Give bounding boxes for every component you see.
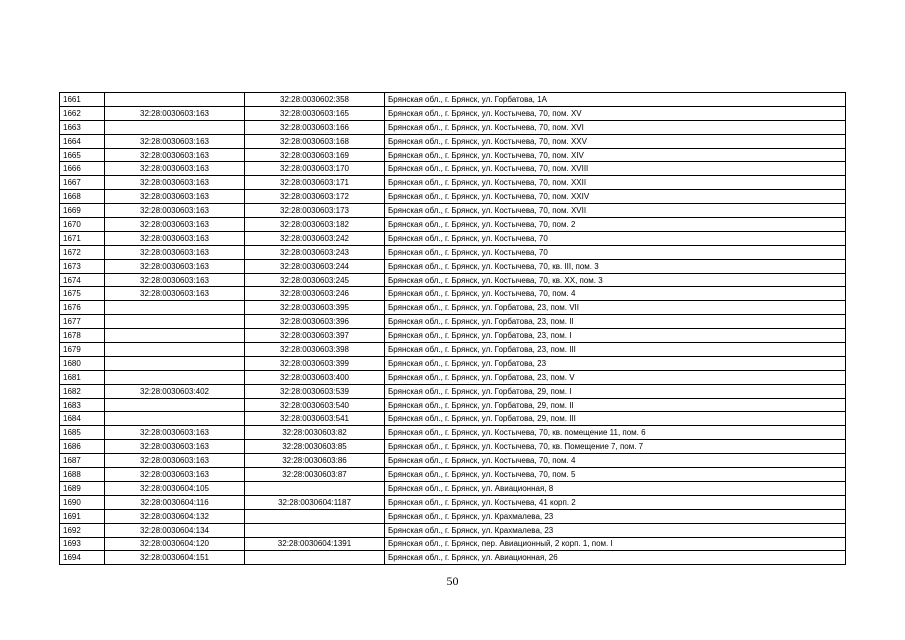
table-row xyxy=(60,468,846,482)
address-cell: Брянская обл., г. Брянск, ул. Горбатова, 29, пом. II xyxy=(385,398,846,412)
table-row xyxy=(60,245,846,259)
address-cell: Брянская обл., г. Брянск, ул. Костычева, 70, пом. XIV xyxy=(385,148,846,162)
table-row xyxy=(60,218,846,232)
row-number-cell: 1669 xyxy=(60,204,105,218)
cadastral-number-cell: 32:28:0030603:82 xyxy=(245,426,385,440)
address-cell: Брянская обл., г. Брянск, ул. Костычева, 70, кв. Помещение 7, пом. 7 xyxy=(385,440,846,454)
table-row xyxy=(60,259,846,273)
cadastral-number-cell: 32:28:0030603:168 xyxy=(245,134,385,148)
address-cell: Брянская обл., г. Брянск, ул. Горбатова, 23, пом. VII xyxy=(385,301,846,315)
cadastral-number-cell: 32:28:0030603:86 xyxy=(245,454,385,468)
table-row xyxy=(60,343,846,357)
address-cell: Брянская обл., г. Брянск, ул. Горбатова, 23, пом. III xyxy=(385,343,846,357)
table-row xyxy=(60,273,846,287)
parent-cadastral-cell: 32:28:0030603:163 xyxy=(105,134,245,148)
table-row xyxy=(60,190,846,204)
table-row xyxy=(60,384,846,398)
cadastral-number-cell: 32:28:0030603:395 xyxy=(245,301,385,315)
table-row xyxy=(60,537,846,551)
row-number-cell: 1688 xyxy=(60,468,105,482)
parent-cadastral-cell: 32:28:0030604:116 xyxy=(105,495,245,509)
cadastral-number-cell: 32:28:0030603:166 xyxy=(245,120,385,134)
address-cell: Брянская обл., г. Брянск, ул. Горбатова, 29, пом. I xyxy=(385,384,846,398)
address-cell: Брянская обл., г. Брянск, ул. Крахмалева, 23 xyxy=(385,523,846,537)
address-cell: Брянская обл., г. Брянск, ул. Костычева, 70, пом. 5 xyxy=(385,468,846,482)
cadastral-number-cell: 32:28:0030603:170 xyxy=(245,162,385,176)
row-number-cell: 1678 xyxy=(60,329,105,343)
row-number-cell: 1676 xyxy=(60,301,105,315)
address-cell: Брянская обл., г. Брянск, ул. Костычева, 70, пом. XXIV xyxy=(385,190,846,204)
cadastral-number-cell xyxy=(245,523,385,537)
row-number-cell: 1679 xyxy=(60,343,105,357)
table-row xyxy=(60,93,846,107)
parent-cadastral-cell: 32:28:0030603:163 xyxy=(105,259,245,273)
table-row xyxy=(60,287,846,301)
table-row xyxy=(60,120,846,134)
cadastral-number-cell xyxy=(245,481,385,495)
parent-cadastral-cell: 32:28:0030604:132 xyxy=(105,509,245,523)
table-row xyxy=(60,426,846,440)
cadastral-number-cell: 32:28:0030603:539 xyxy=(245,384,385,398)
cadastral-number-cell: 32:28:0030603:396 xyxy=(245,315,385,329)
table-row xyxy=(60,398,846,412)
address-cell: Брянская обл., г. Брянск, ул. Горбатова, 23, пом. I xyxy=(385,329,846,343)
table-row xyxy=(60,176,846,190)
address-cell: Брянская обл., г. Брянск, ул. Костычева, 70, пом. 2 xyxy=(385,218,846,232)
address-cell: Брянская обл., г. Брянск, ул. Крахмалева, 23 xyxy=(385,509,846,523)
table-row xyxy=(60,454,846,468)
row-number-cell: 1673 xyxy=(60,259,105,273)
row-number-cell: 1677 xyxy=(60,315,105,329)
parent-cadastral-cell: 32:28:0030603:163 xyxy=(105,287,245,301)
cadastral-number-cell: 32:28:0030603:169 xyxy=(245,148,385,162)
address-cell: Брянская обл., г. Брянск, ул. Горбатова, 1А xyxy=(385,93,846,107)
parent-cadastral-cell: 32:28:0030603:163 xyxy=(105,468,245,482)
parent-cadastral-cell xyxy=(105,120,245,134)
parent-cadastral-cell xyxy=(105,398,245,412)
page-number: 50 xyxy=(446,574,459,588)
table-row xyxy=(60,495,846,509)
registry-table xyxy=(59,92,846,565)
parent-cadastral-cell: 32:28:0030603:163 xyxy=(105,162,245,176)
address-cell: Брянская обл., г. Брянск, ул. Горбатова, 23, пом. II xyxy=(385,315,846,329)
row-number-cell: 1691 xyxy=(60,509,105,523)
parent-cadastral-cell xyxy=(105,93,245,107)
parent-cadastral-cell xyxy=(105,343,245,357)
parent-cadastral-cell: 32:28:0030603:163 xyxy=(105,204,245,218)
registry-table-body xyxy=(60,93,846,565)
parent-cadastral-cell: 32:28:0030603:163 xyxy=(105,245,245,259)
parent-cadastral-cell: 32:28:0030604:134 xyxy=(105,523,245,537)
row-number-cell: 1687 xyxy=(60,454,105,468)
row-number-cell: 1693 xyxy=(60,537,105,551)
address-cell: Брянская обл., г. Брянск, ул. Костычева, 70, пом. 4 xyxy=(385,287,846,301)
parent-cadastral-cell: 32:28:0030603:163 xyxy=(105,176,245,190)
table-row xyxy=(60,106,846,120)
parent-cadastral-cell: 32:28:0030604:105 xyxy=(105,481,245,495)
cadastral-number-cell: 32:28:0030603:87 xyxy=(245,468,385,482)
row-number-cell: 1661 xyxy=(60,93,105,107)
address-cell: Брянская обл., г. Брянск, ул. Авиационная, 26 xyxy=(385,551,846,565)
row-number-cell: 1664 xyxy=(60,134,105,148)
cadastral-number-cell: 32:28:0030603:243 xyxy=(245,245,385,259)
table-row xyxy=(60,204,846,218)
parent-cadastral-cell: 32:28:0030604:120 xyxy=(105,537,245,551)
cadastral-number-cell: 32:28:0030603:165 xyxy=(245,106,385,120)
parent-cadastral-cell xyxy=(105,329,245,343)
address-cell: Брянская обл., г. Брянск, ул. Костычева, 70, пом. XVII xyxy=(385,204,846,218)
cadastral-number-cell xyxy=(245,509,385,523)
row-number-cell: 1686 xyxy=(60,440,105,454)
parent-cadastral-cell: 32:28:0030603:163 xyxy=(105,106,245,120)
row-number-cell: 1690 xyxy=(60,495,105,509)
row-number-cell: 1665 xyxy=(60,148,105,162)
cadastral-number-cell: 32:28:0030603:400 xyxy=(245,370,385,384)
table-row xyxy=(60,148,846,162)
address-cell: Брянская обл., г. Брянск, ул. Костычева, 70, пом. 4 xyxy=(385,454,846,468)
table-row xyxy=(60,134,846,148)
address-cell: Брянская обл., г. Брянск, ул. Горбатова, 23, пом. V xyxy=(385,370,846,384)
cadastral-number-cell: 32:28:0030604:1391 xyxy=(245,537,385,551)
parent-cadastral-cell xyxy=(105,356,245,370)
cadastral-number-cell: 32:28:0030603:172 xyxy=(245,190,385,204)
table-row xyxy=(60,523,846,537)
cadastral-number-cell: 32:28:0030603:540 xyxy=(245,398,385,412)
row-number-cell: 1671 xyxy=(60,231,105,245)
table-row xyxy=(60,370,846,384)
cadastral-number-cell: 32:28:0030603:399 xyxy=(245,356,385,370)
cadastral-number-cell: 32:28:0030603:85 xyxy=(245,440,385,454)
address-cell: Брянская обл., г. Брянск, ул. Горбатова, 29, пом. III xyxy=(385,412,846,426)
row-number-cell: 1668 xyxy=(60,190,105,204)
table-row xyxy=(60,356,846,370)
parent-cadastral-cell: 32:28:0030603:163 xyxy=(105,231,245,245)
address-cell: Брянская обл., г. Брянск, ул. Костычева, 41 корп. 2 xyxy=(385,495,846,509)
cadastral-number-cell: 32:28:0030603:182 xyxy=(245,218,385,232)
parent-cadastral-cell: 32:28:0030603:163 xyxy=(105,440,245,454)
address-cell: Брянская обл., г. Брянск, ул. Костычева, 70 xyxy=(385,245,846,259)
row-number-cell: 1674 xyxy=(60,273,105,287)
table-row xyxy=(60,301,846,315)
address-cell: Брянская обл., г. Брянск, ул. Костычева, 70, пом. XVIII xyxy=(385,162,846,176)
table-row xyxy=(60,481,846,495)
row-number-cell: 1689 xyxy=(60,481,105,495)
parent-cadastral-cell xyxy=(105,315,245,329)
row-number-cell: 1662 xyxy=(60,106,105,120)
row-number-cell: 1680 xyxy=(60,356,105,370)
address-cell: Брянская обл., г. Брянск, ул. Костычева, 70, пом. XXV xyxy=(385,134,846,148)
row-number-cell: 1682 xyxy=(60,384,105,398)
table-row xyxy=(60,509,846,523)
cadastral-number-cell: 32:28:0030603:246 xyxy=(245,287,385,301)
address-cell: Брянская обл., г. Брянск, ул. Костычева, 70, пом. XXII xyxy=(385,176,846,190)
cadastral-number-cell: 32:28:0030603:245 xyxy=(245,273,385,287)
cadastral-number-cell: 32:28:0030604:1187 xyxy=(245,495,385,509)
address-cell: Брянская обл., г. Брянск, ул. Костычева, 70, кв. III, пом. 3 xyxy=(385,259,846,273)
table-row xyxy=(60,329,846,343)
cadastral-number-cell: 32:28:0030603:242 xyxy=(245,231,385,245)
parent-cadastral-cell xyxy=(105,301,245,315)
cadastral-number-cell: 32:28:0030602:358 xyxy=(245,93,385,107)
table-row xyxy=(60,412,846,426)
row-number-cell: 1663 xyxy=(60,120,105,134)
row-number-cell: 1670 xyxy=(60,218,105,232)
parent-cadastral-cell: 32:28:0030603:402 xyxy=(105,384,245,398)
cadastral-number-cell: 32:28:0030603:173 xyxy=(245,204,385,218)
parent-cadastral-cell: 32:28:0030604:151 xyxy=(105,551,245,565)
table-row xyxy=(60,315,846,329)
cadastral-number-cell: 32:28:0030603:398 xyxy=(245,343,385,357)
parent-cadastral-cell: 32:28:0030603:163 xyxy=(105,454,245,468)
address-cell: Брянская обл., г. Брянск, ул. Костычева, 70, пом. XV xyxy=(385,106,846,120)
row-number-cell: 1692 xyxy=(60,523,105,537)
address-cell: Брянская обл., г. Брянск, ул. Горбатова, 23 xyxy=(385,356,846,370)
parent-cadastral-cell: 32:28:0030603:163 xyxy=(105,190,245,204)
cadastral-number-cell: 32:28:0030603:397 xyxy=(245,329,385,343)
row-number-cell: 1675 xyxy=(60,287,105,301)
parent-cadastral-cell xyxy=(105,370,245,384)
address-cell: Брянская обл., г. Брянск, ул. Костычева, 70, пом. XVI xyxy=(385,120,846,134)
row-number-cell: 1672 xyxy=(60,245,105,259)
table-row xyxy=(60,440,846,454)
row-number-cell: 1666 xyxy=(60,162,105,176)
table-row xyxy=(60,551,846,565)
cadastral-number-cell: 32:28:0030603:171 xyxy=(245,176,385,190)
cadastral-number-cell: 32:28:0030603:541 xyxy=(245,412,385,426)
parent-cadastral-cell: 32:28:0030603:163 xyxy=(105,273,245,287)
parent-cadastral-cell: 32:28:0030603:163 xyxy=(105,218,245,232)
parent-cadastral-cell xyxy=(105,412,245,426)
table-row xyxy=(60,162,846,176)
address-cell: Брянская обл., г. Брянск, ул. Костычева, 70, кв. помещение 11, пом. 6 xyxy=(385,426,846,440)
row-number-cell: 1685 xyxy=(60,426,105,440)
row-number-cell: 1683 xyxy=(60,398,105,412)
row-number-cell: 1694 xyxy=(60,551,105,565)
cadastral-number-cell: 32:28:0030603:244 xyxy=(245,259,385,273)
row-number-cell: 1667 xyxy=(60,176,105,190)
row-number-cell: 1681 xyxy=(60,370,105,384)
address-cell: Брянская обл., г. Брянск, ул. Костычева, 70 xyxy=(385,231,846,245)
parent-cadastral-cell: 32:28:0030603:163 xyxy=(105,426,245,440)
table-row xyxy=(60,231,846,245)
row-number-cell: 1684 xyxy=(60,412,105,426)
address-cell: Брянская обл., г. Брянск, ул. Авиационная, 8 xyxy=(385,481,846,495)
parent-cadastral-cell: 32:28:0030603:163 xyxy=(105,148,245,162)
address-cell: Брянская обл., г. Брянск, пер. Авиационный, 2 корп. 1, пом. I xyxy=(385,537,846,551)
cadastral-number-cell xyxy=(245,551,385,565)
address-cell: Брянская обл., г. Брянск, ул. Костычева, 70, кв. XX, пом. 3 xyxy=(385,273,846,287)
